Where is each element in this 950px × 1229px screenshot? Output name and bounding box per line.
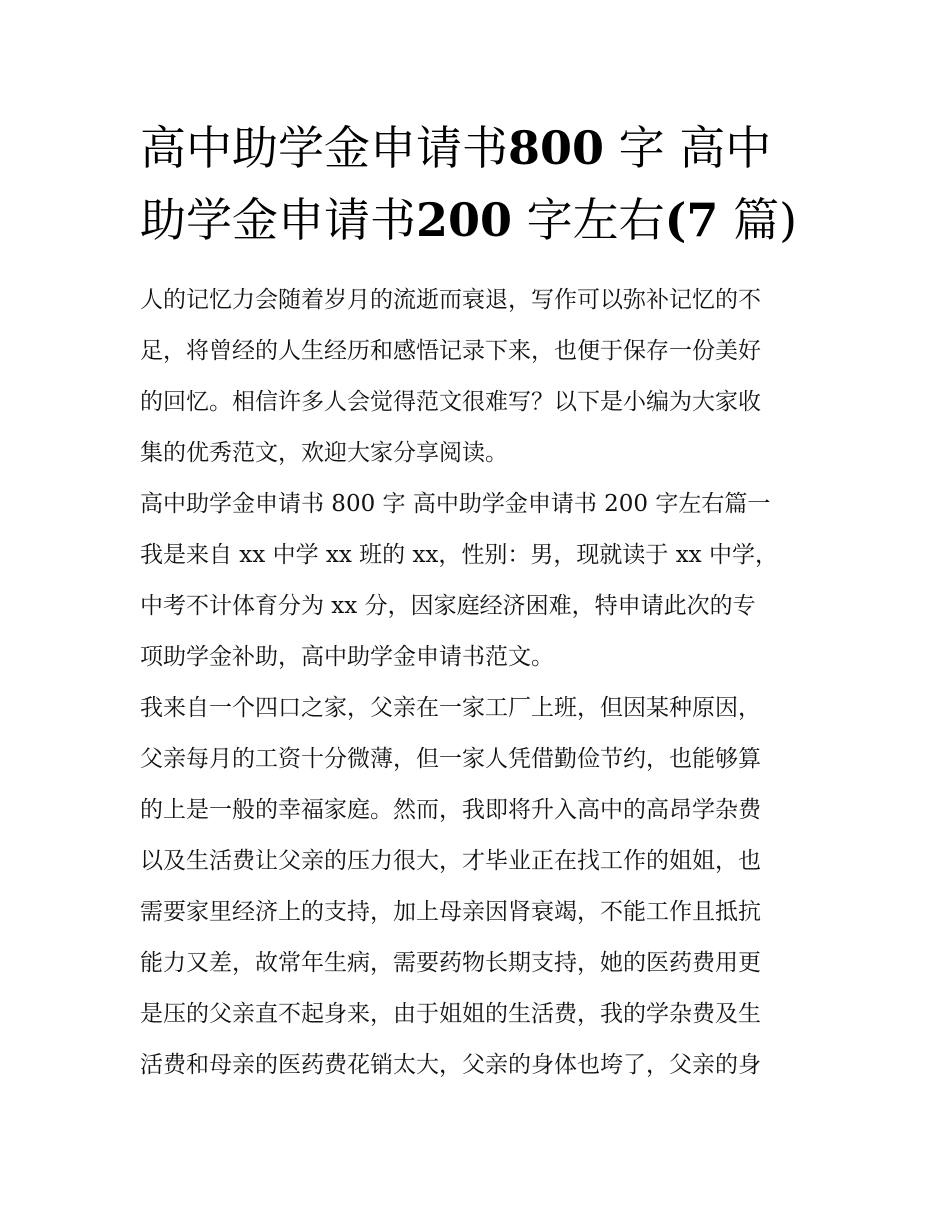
title-line-2 <box>140 193 797 247</box>
title-number: (7 <box>664 193 719 247</box>
text-line: 我是来自 xx 中学 xx 班的 xx，性别：男，现就读于 xx 中学， <box>140 542 778 568</box>
title-number: 200 <box>416 193 513 247</box>
title-text: 篇) <box>733 193 798 247</box>
text-line: 人的记忆力会随着岁月的流逝而衰退，写作可以弥补记忆的不 <box>140 287 761 313</box>
text-line: 活费和母亲的医药费花销太大，父亲的身体也垮了，父亲的身 <box>140 1052 761 1078</box>
document-body <box>140 275 820 1091</box>
text-line: 以及生活费让父亲的压力很大，才毕业正在找工作的姐姐，也 <box>140 848 761 874</box>
text-line: 父亲每月的工资十分微薄，但一家人凭借勤俭节约，也能够算 <box>140 746 761 772</box>
text-line: 是压的父亲直不起身来，由于姐姐的生活费，我的学杂费及生 <box>140 1001 761 1027</box>
title-text: 助学金申请书 <box>140 193 416 247</box>
title-text: 高中助学金申请书 <box>140 121 508 175</box>
text-line: 项助学金补助，高中助学金申请书范文。 <box>140 644 554 670</box>
title-number: 800 <box>508 121 605 175</box>
title-text: 字 高中 <box>618 121 772 175</box>
text-line: 足，将曾经的人生经历和感悟记录下来，也便于保存一份美好 <box>140 338 761 364</box>
text-line: 需要家里经济上的支持，加上母亲因肾衰竭，不能工作且抵抗 <box>140 899 761 925</box>
section-heading: 高中助学金申请书 800 字 高中助学金申请书 200 字左右篇一 <box>140 491 771 517</box>
text-line: 中考不计体育分为 xx 分，因家庭经济困难，特申请此次的专 <box>140 593 756 619</box>
text-line: 我来自一个四口之家，父亲在一家工厂上班，但因某种原因， <box>140 695 761 721</box>
title-text: 字左右 <box>526 193 665 247</box>
document-title <box>140 112 820 256</box>
text-line: 的回忆。相信许多人会觉得范文很难写？以下是小编为大家收 <box>140 389 761 415</box>
text-line: 的上是一般的幸福家庭。然而，我即将升入高中的高昂学杂费 <box>140 797 761 823</box>
text-line: 集的优秀范文，欢迎大家分享阅读。 <box>140 440 508 466</box>
title-line-1 <box>140 121 771 175</box>
text-line: 能力又差，故常年生病，需要药物长期支持，她的医药费用更 <box>140 950 761 976</box>
